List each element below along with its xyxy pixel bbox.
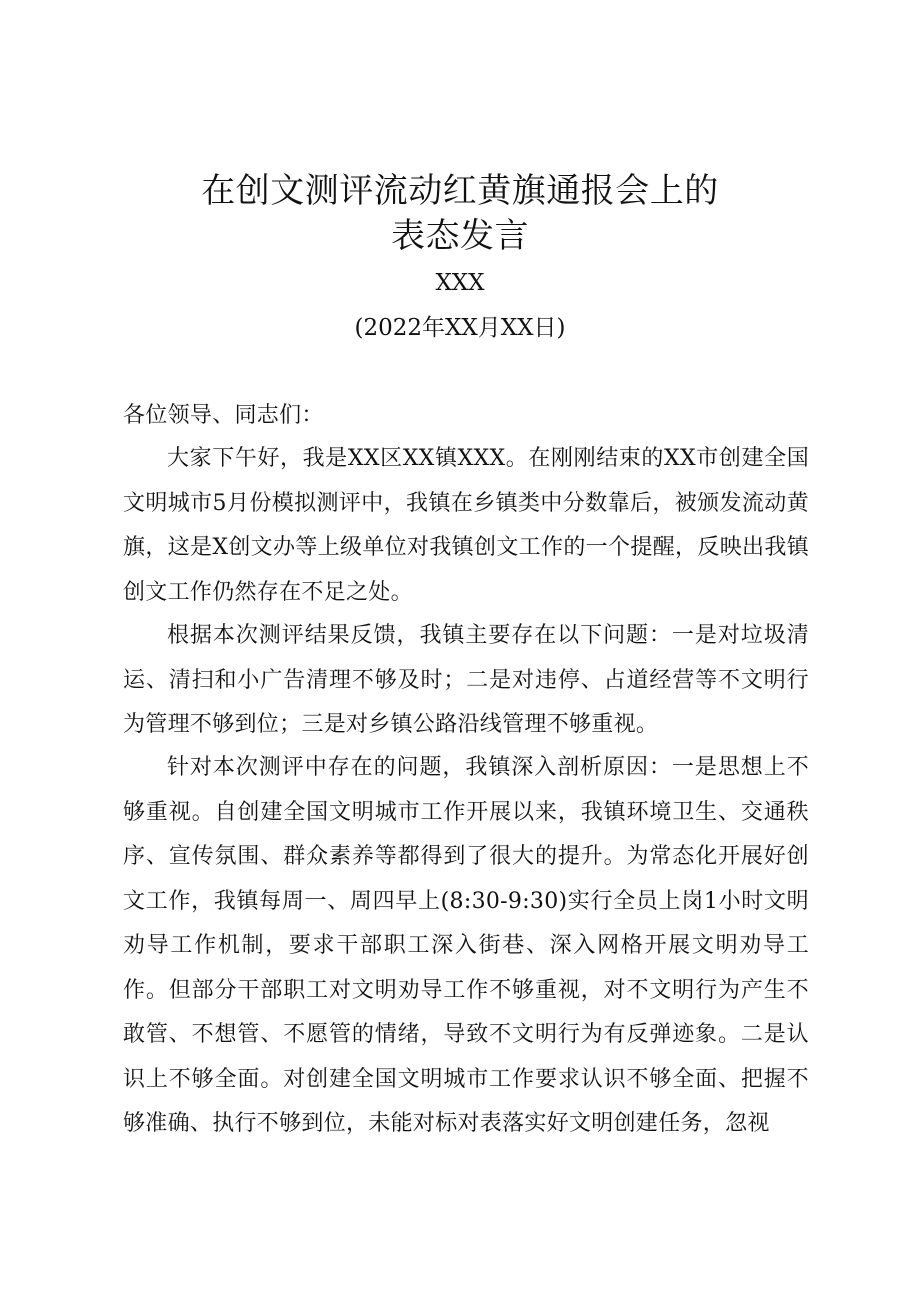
document-date: (2022年XX月XX日) (354, 315, 566, 341)
document-title-line1: 在创文测评流动红黄旗通报会上的 (201, 171, 719, 211)
paragraph-problems: 根据本次测评结果反馈，我镇主要存在以下问题：一是对垃圾清运、清扫和小广告清理不够及时；二是对违停、占道经营等不文明行为管理不够到位；三是对乡镇公路沿线管理不够重视。 (123, 623, 809, 737)
paragraph-greeting: 大家下午好，我是XX区XX镇XXX。在刚刚结束的XX市创建全国文明城市5月份模拟测评中，我镇在乡镇类中分数靠后，被颁发流动黄旗，这是X创文办等上级单位对我镇创文工作的一个提醒，反映出我镇创文工作仍然存在不足之处。 (123, 446, 809, 605)
salutation: 各位领导、同志们： (123, 403, 324, 428)
document-author: XXX (435, 270, 485, 296)
paragraph-analysis: 针对本次测评中存在的问题，我镇深入剖析原因：一是思想上不够重视。自创建全国文明城市工作开展以来，我镇环境卫生、交通秩序、宣传氛围、群众素养等都得到了很大的提升。为常态化开展好创文工作，我镇每周一、周四早上(8:30-9:30)实行全员上岗1小时文明劝导工作机制，要求干部职工深入街巷、深入网格开展文明劝导工作。但部分干部职工对文明劝导工作不够重视，对不文明行为产生不敢管、不想管、不愿管的情绪，导致不文明行为有反弹迹象。二是认识上不够全面。对创建全国文明城市工作要求认识不够全面、把握不够准确、执行不够到位，未能对标对表落实好文明创建任务，忽视 (123, 755, 809, 1136)
document-title-line2: 表态发言 (391, 216, 529, 256)
